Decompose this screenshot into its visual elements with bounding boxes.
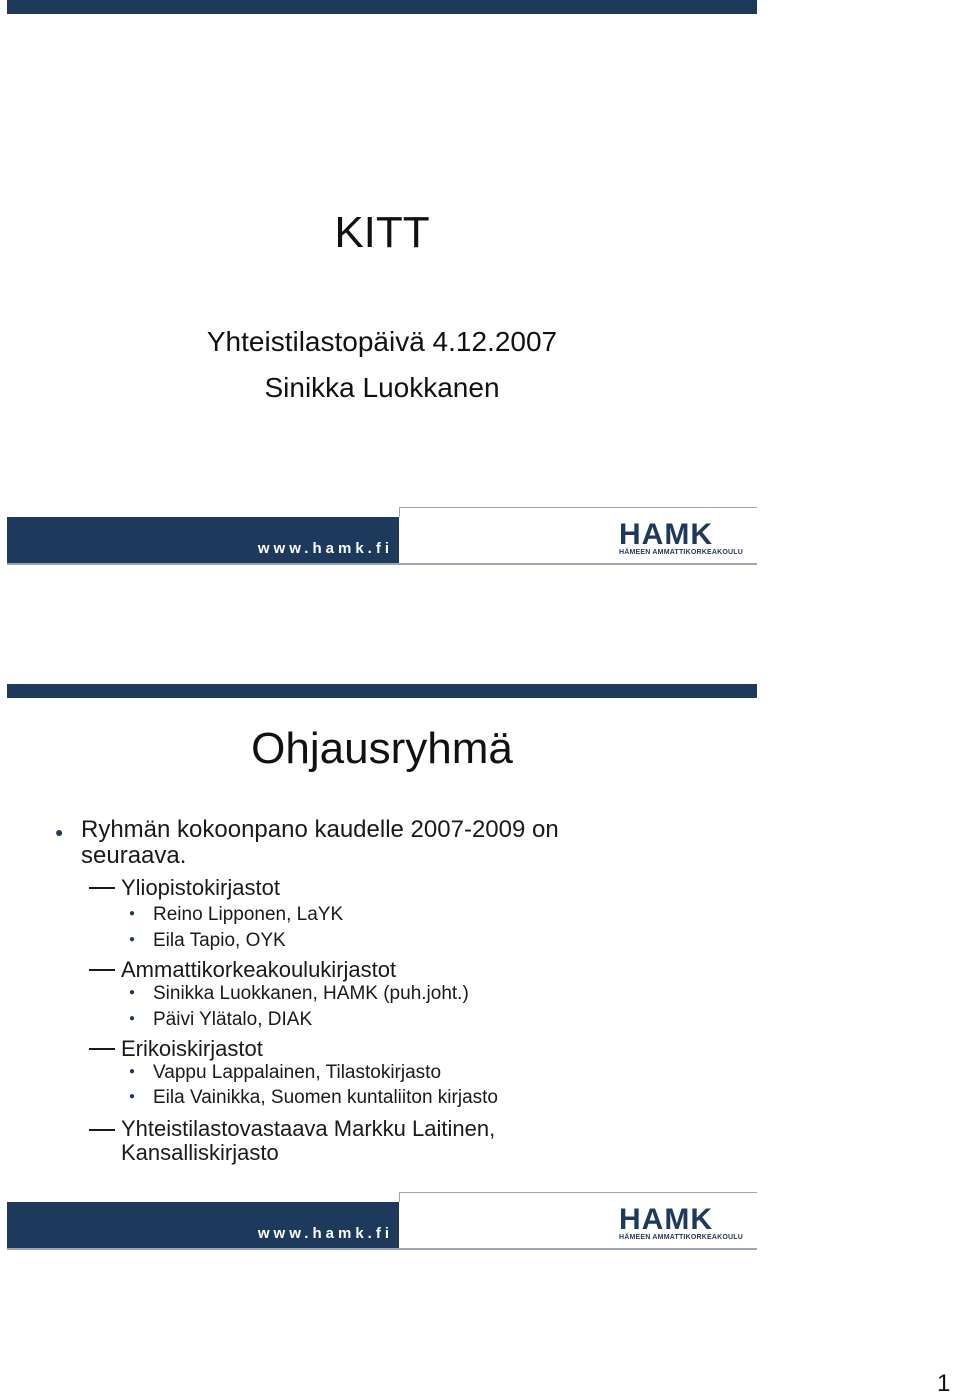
dash-icon bbox=[89, 969, 115, 971]
hamk-logo bbox=[611, 518, 751, 557]
footer-rule bbox=[399, 507, 400, 517]
hamk-logo bbox=[611, 1203, 751, 1242]
page-number: 1 bbox=[937, 1370, 951, 1397]
hamk-logo-mark: HAMK bbox=[619, 518, 713, 551]
bullet-icon: ● bbox=[129, 1091, 136, 1102]
hamk-logo-mark: HAMK bbox=[619, 1203, 713, 1236]
slide-footer bbox=[7, 507, 757, 565]
intro-text: Ryhmän kokoonpano kaudelle 2007-2009 on bbox=[81, 816, 559, 843]
dash-icon bbox=[89, 1048, 115, 1050]
member-item: Eila Vainikka, Suomen kuntaliiton kirjasto bbox=[153, 1087, 498, 1108]
member-item: Päivi Ylätalo, DIAK bbox=[153, 1009, 313, 1030]
group-heading: Ammattikorkeakoulukirjastot bbox=[121, 957, 397, 982]
member-item: Eila Tapio, OYK bbox=[153, 930, 286, 951]
footer-rule bbox=[399, 1192, 400, 1202]
member-item: Vappu Lappalainen, Tilastokirjasto bbox=[153, 1062, 442, 1083]
slide-top-bar bbox=[7, 0, 757, 14]
hamk-logo-subtitle: HÄMEEN AMMATTIKORKEAKOULU bbox=[619, 1234, 743, 1241]
hamk-logo-subtitle: HÄMEEN AMMATTIKORKEAKOULU bbox=[619, 549, 743, 556]
dash-icon bbox=[89, 887, 115, 889]
slide-title: KITT bbox=[334, 208, 430, 257]
bullet-icon: ● bbox=[129, 1013, 136, 1024]
slide-2 bbox=[7, 684, 757, 1250]
slide-subtitle-date: Yhteistilastopäivä 4.12.2007 bbox=[206, 326, 558, 357]
bullet-icon: ● bbox=[55, 824, 64, 840]
group-heading: Kansalliskirjasto bbox=[121, 1140, 279, 1165]
footer-rule bbox=[399, 507, 757, 508]
bullet-icon: ● bbox=[129, 908, 136, 919]
slide-top-bar bbox=[7, 684, 757, 698]
member-item: Sinikka Luokkanen, HAMK (puh.joht.) bbox=[153, 983, 469, 1004]
bullet-icon: ● bbox=[129, 987, 136, 998]
footer-band bbox=[7, 517, 399, 563]
slide-title: Ohjausryhmä bbox=[251, 724, 513, 773]
bullet-icon: ● bbox=[129, 934, 136, 945]
slide-1 bbox=[7, 0, 757, 565]
bullet-icon: ● bbox=[129, 1066, 136, 1077]
footer-band bbox=[7, 1202, 399, 1248]
group-heading: Yliopistokirjastot bbox=[121, 875, 280, 900]
footer-rule bbox=[7, 563, 757, 565]
intro-text: seuraava. bbox=[81, 842, 187, 869]
footer-rule bbox=[7, 1248, 757, 1250]
slide-footer bbox=[7, 1192, 757, 1250]
slide-subtitle-author: Sinikka Luokkanen bbox=[264, 372, 500, 403]
group-heading: Erikoiskirjastot bbox=[121, 1036, 263, 1061]
footer-url: www.hamk.fi bbox=[257, 540, 393, 557]
dash-icon bbox=[89, 1129, 115, 1131]
footer-url: www.hamk.fi bbox=[257, 1225, 393, 1242]
footer-rule bbox=[399, 1192, 757, 1193]
member-item: Reino Lipponen, LaYK bbox=[153, 904, 344, 925]
group-heading: Yhteistilastovastaava Markku Laitinen, bbox=[121, 1116, 496, 1141]
